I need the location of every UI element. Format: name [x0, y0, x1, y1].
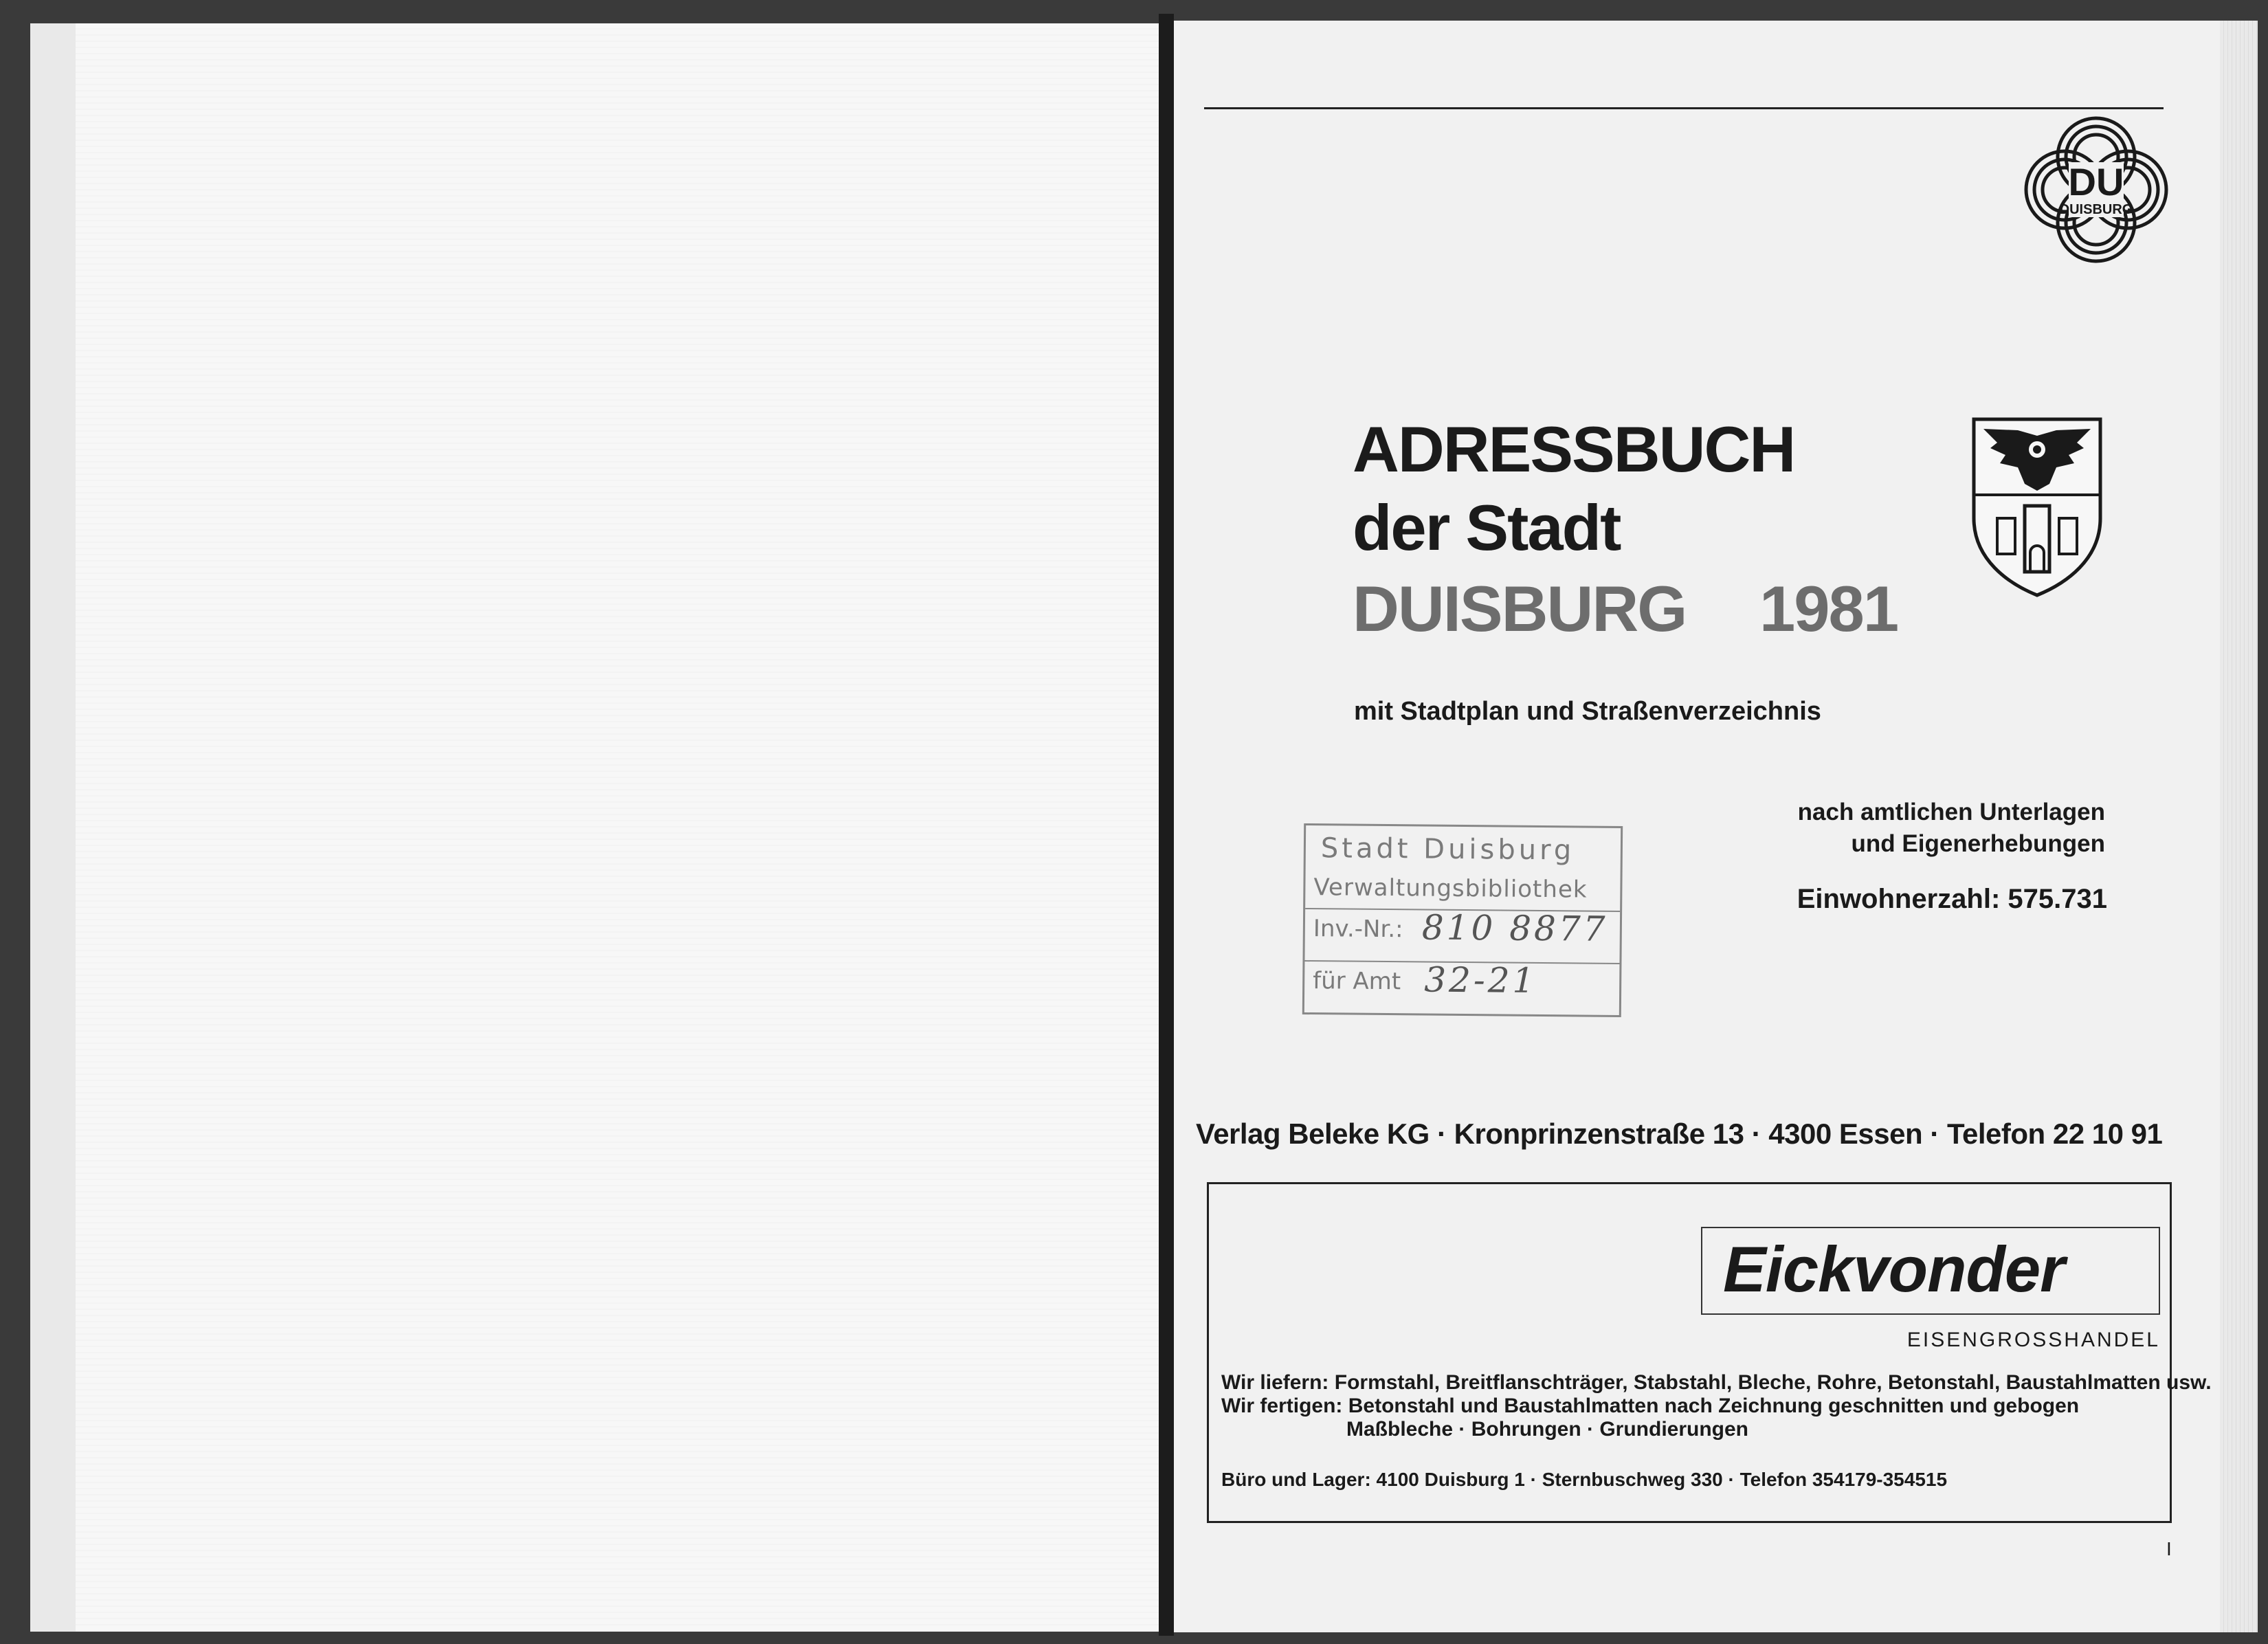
left-page-binding-strip [30, 23, 76, 1632]
population-count: Einwohnerzahl: 575.731 [1797, 884, 2107, 914]
ad-logo-box [1701, 1227, 2160, 1315]
stamp-library: Verwaltungsbibliothek [1313, 874, 1588, 904]
publisher-line: Verlag Beleke KG · Kronprinzenstraße 13 · 4300 Essen · Telefon 22 10 91 [1196, 1118, 2163, 1150]
source-note-line-1: nach amtlichen Unterlagen [1797, 799, 2105, 825]
top-rule [1204, 107, 2164, 109]
du-logo-subtext: DUISBURG [2059, 202, 2133, 217]
ad-address-line: Büro und Lager: 4100 Duisburg 1 · Sternbuschweg 330 · Telefon 354179-354515 [1221, 1469, 1948, 1490]
book-gutter [1159, 14, 1174, 1636]
library-stamp [1302, 823, 1623, 1017]
stamp-city: Stadt Duisburg [1320, 832, 1575, 867]
title-year: 1981 [1759, 573, 1898, 645]
title-city: DUISBURG [1353, 573, 1687, 645]
blank-left-page [30, 23, 1161, 1632]
subtitle: mit Stadtplan und Straßenverzeichnis [1354, 697, 1821, 726]
ad-production-line: Wir fertigen: Betonstahl und Baustahlmatten nach Zeichnung geschnitten und gebogen [1221, 1395, 2080, 1417]
du-duisburg-logo-icon [2023, 114, 2169, 265]
ad-supply-line: Wir liefern: Formstahl, Breitflanschträger, Stabstahl, Bleche, Rohre, Betonstahl, Baustahlmatten usw. [1221, 1371, 2212, 1394]
ad-tagline: EISENGROSSHANDEL [1906, 1329, 2160, 1351]
stamp-office-value: 32-21 [1423, 959, 1537, 1001]
source-note-line-2: und Eigenerhebungen [1851, 830, 2105, 857]
du-logo-text: DU [2068, 160, 2124, 203]
stamp-office-label: für Amt [1313, 967, 1401, 996]
title-line-1: ADRESSBUCH [1353, 413, 1795, 485]
page-number: I [2166, 1538, 2172, 1559]
duisburg-coat-of-arms-icon [1970, 415, 2104, 599]
ad-services-line: Maßbleche · Bohrungen · Grundierungen [1346, 1418, 1748, 1441]
page-edges [2220, 21, 2258, 1632]
stamp-inventory-value: 810 8877 [1421, 907, 1608, 949]
stamp-inventory-label: Inv.-Nr.: [1313, 915, 1403, 944]
ad-brand-logo: Eickvonder [1723, 1233, 2065, 1305]
advertisement [1207, 1182, 2212, 1523]
title-line-2: der Stadt [1353, 491, 1621, 564]
